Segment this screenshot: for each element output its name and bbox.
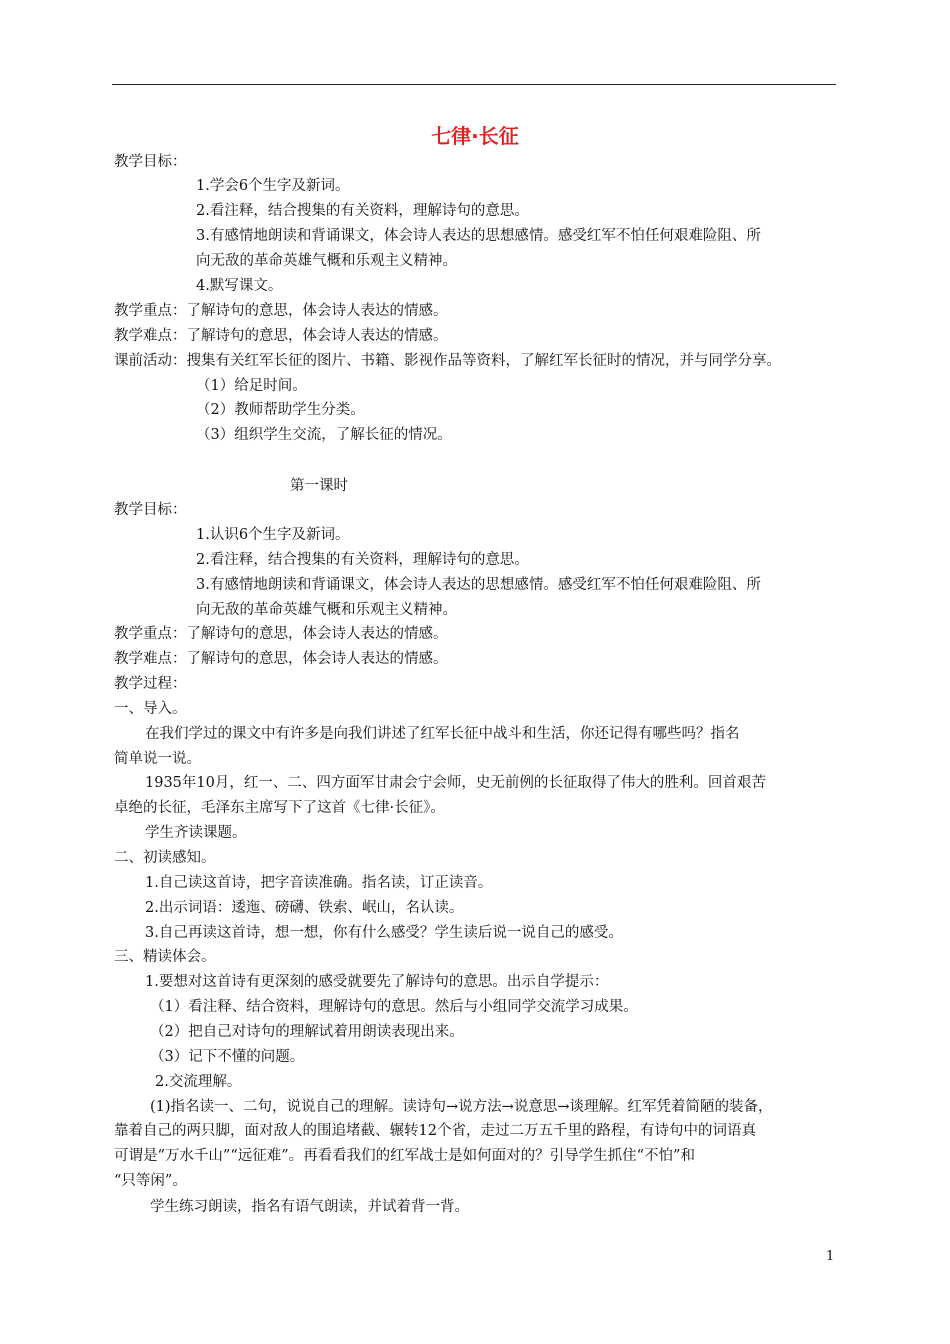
reading-step-2: 2.出示词语：逶迤、磅礴、铁索、岷山，名认读。 [145,900,464,916]
heading-objectives-2: 教学目标： [114,502,187,518]
hint-1: （1）看注释、结合资料，理解诗句的意思。然后与小组同学交流学习成果。 [150,999,638,1015]
activity-step-1: （1）给足时间。 [196,378,307,394]
close-reading-step-1: 1.要想对这首诗有更深刻的感受就要先了解诗句的意思。出示自学提示： [145,974,609,990]
section-intro: 一、导入。 [114,701,187,717]
objective-2-3-cont: 向无敌的革命英雄气概和乐观主义精神。 [196,602,457,618]
reading-step-1: 1.自己读这首诗，把字音读准确。指名读，订正读音。 [145,875,493,891]
hint-2: （2）把自己对诗句的理解试着用朗读表现出来。 [150,1024,464,1040]
page-number: 1 [826,1249,835,1264]
discussion-paragraph-cont-2: 可谓是“万水千山”“远征难”。再看看我们的红军战士是如何面对的？引导学生抓住“不怕”和 [114,1148,695,1164]
difficulties: 教学难点：了解诗句的意思，体会诗人表达的情感。 [114,328,448,344]
discussion-paragraph-cont-3: “只等闲”。 [114,1173,187,1189]
objective-2-1: 1.认识6个生字及新词。 [196,527,350,543]
section-first-reading: 二、初读感知。 [114,850,216,866]
objective-2-2: 2.看注释，结合搜集的有关资料，理解诗句的意思。 [196,552,529,568]
objective-3: 3.有感情地朗读和背诵课文，体会诗人表达的思想感情。感受红军不怕任何艰难险阻、所 [196,228,761,244]
objective-3-cont: 向无敌的革命英雄气概和乐观主义精神。 [196,253,457,269]
activity-step-3: （3）组织学生交流，了解长征的情况。 [196,427,452,443]
history-paragraph: 1935年10月，红一、二、四方面军甘肃会宁会师，史无前例的长征取得了伟大的胜利。回首艰苦 [145,775,766,791]
key-points: 教学重点：了解诗句的意思，体会诗人表达的情感。 [114,303,448,319]
objective-2: 2.看注释，结合搜集的有关资料，理解诗句的意思。 [196,203,529,219]
header-rule [112,84,836,85]
discussion-paragraph-cont-1: 靠着自己的两只脚，面对敌人的围追堵截、辗转12个省，走过二万五千里的路程，有诗句中的词语真 [114,1123,756,1139]
heading-objectives: 教学目标： [114,154,187,170]
intro-paragraph: 在我们学过的课文中有许多是向我们讲述了红军长征中战斗和生活，你还记得有哪些吗？指名 [145,726,740,742]
pre-class-activity: 课前活动：搜集有关红军长征的图片、书籍、影视作品等资料，了解红军长征时的情况，并与同学分享。 [114,353,781,369]
lesson-heading: 第一课时 [290,478,348,494]
intro-paragraph-cont: 简单说一说。 [114,751,201,767]
heading-process: 教学过程： [114,676,187,692]
hint-3: （3）记下不懂的问题。 [150,1049,305,1065]
close-reading-step-2: 2.交流理解。 [155,1074,242,1090]
difficulties-2: 教学难点：了解诗句的意思，体会诗人表达的情感。 [114,651,448,667]
discussion-paragraph: (1)指名读一、二句，说说自己的理解。读诗句→说方法→说意思→谈理解。红军凭着简陋的装备， [150,1099,773,1115]
document-title: 七律·长征 [431,124,519,148]
reading-step-3: 3.自己再读这首诗，想一想，你有什么感受？学生读后说一说自己的感受。 [145,925,623,941]
objective-2-3: 3.有感情地朗读和背诵课文，体会诗人表达的思想感情。感受红军不怕任何艰难险阻、所 [196,577,761,593]
practice-line: 学生练习朗读，指名有语气朗读，并试着背一背。 [150,1199,469,1215]
objective-1: 1.学会6个生字及新词。 [196,178,350,194]
key-points-2: 教学重点：了解诗句的意思，体会诗人表达的情感。 [114,626,448,642]
objective-4: 4.默写课文。 [196,278,283,294]
read-title-line: 学生齐读课题。 [145,825,247,841]
history-paragraph-cont: 卓绝的长征，毛泽东主席写下了这首《七律·长征》。 [114,800,445,816]
activity-step-2: （2）教师帮助学生分类。 [196,402,365,418]
section-close-reading: 三、精读体会。 [114,949,216,965]
